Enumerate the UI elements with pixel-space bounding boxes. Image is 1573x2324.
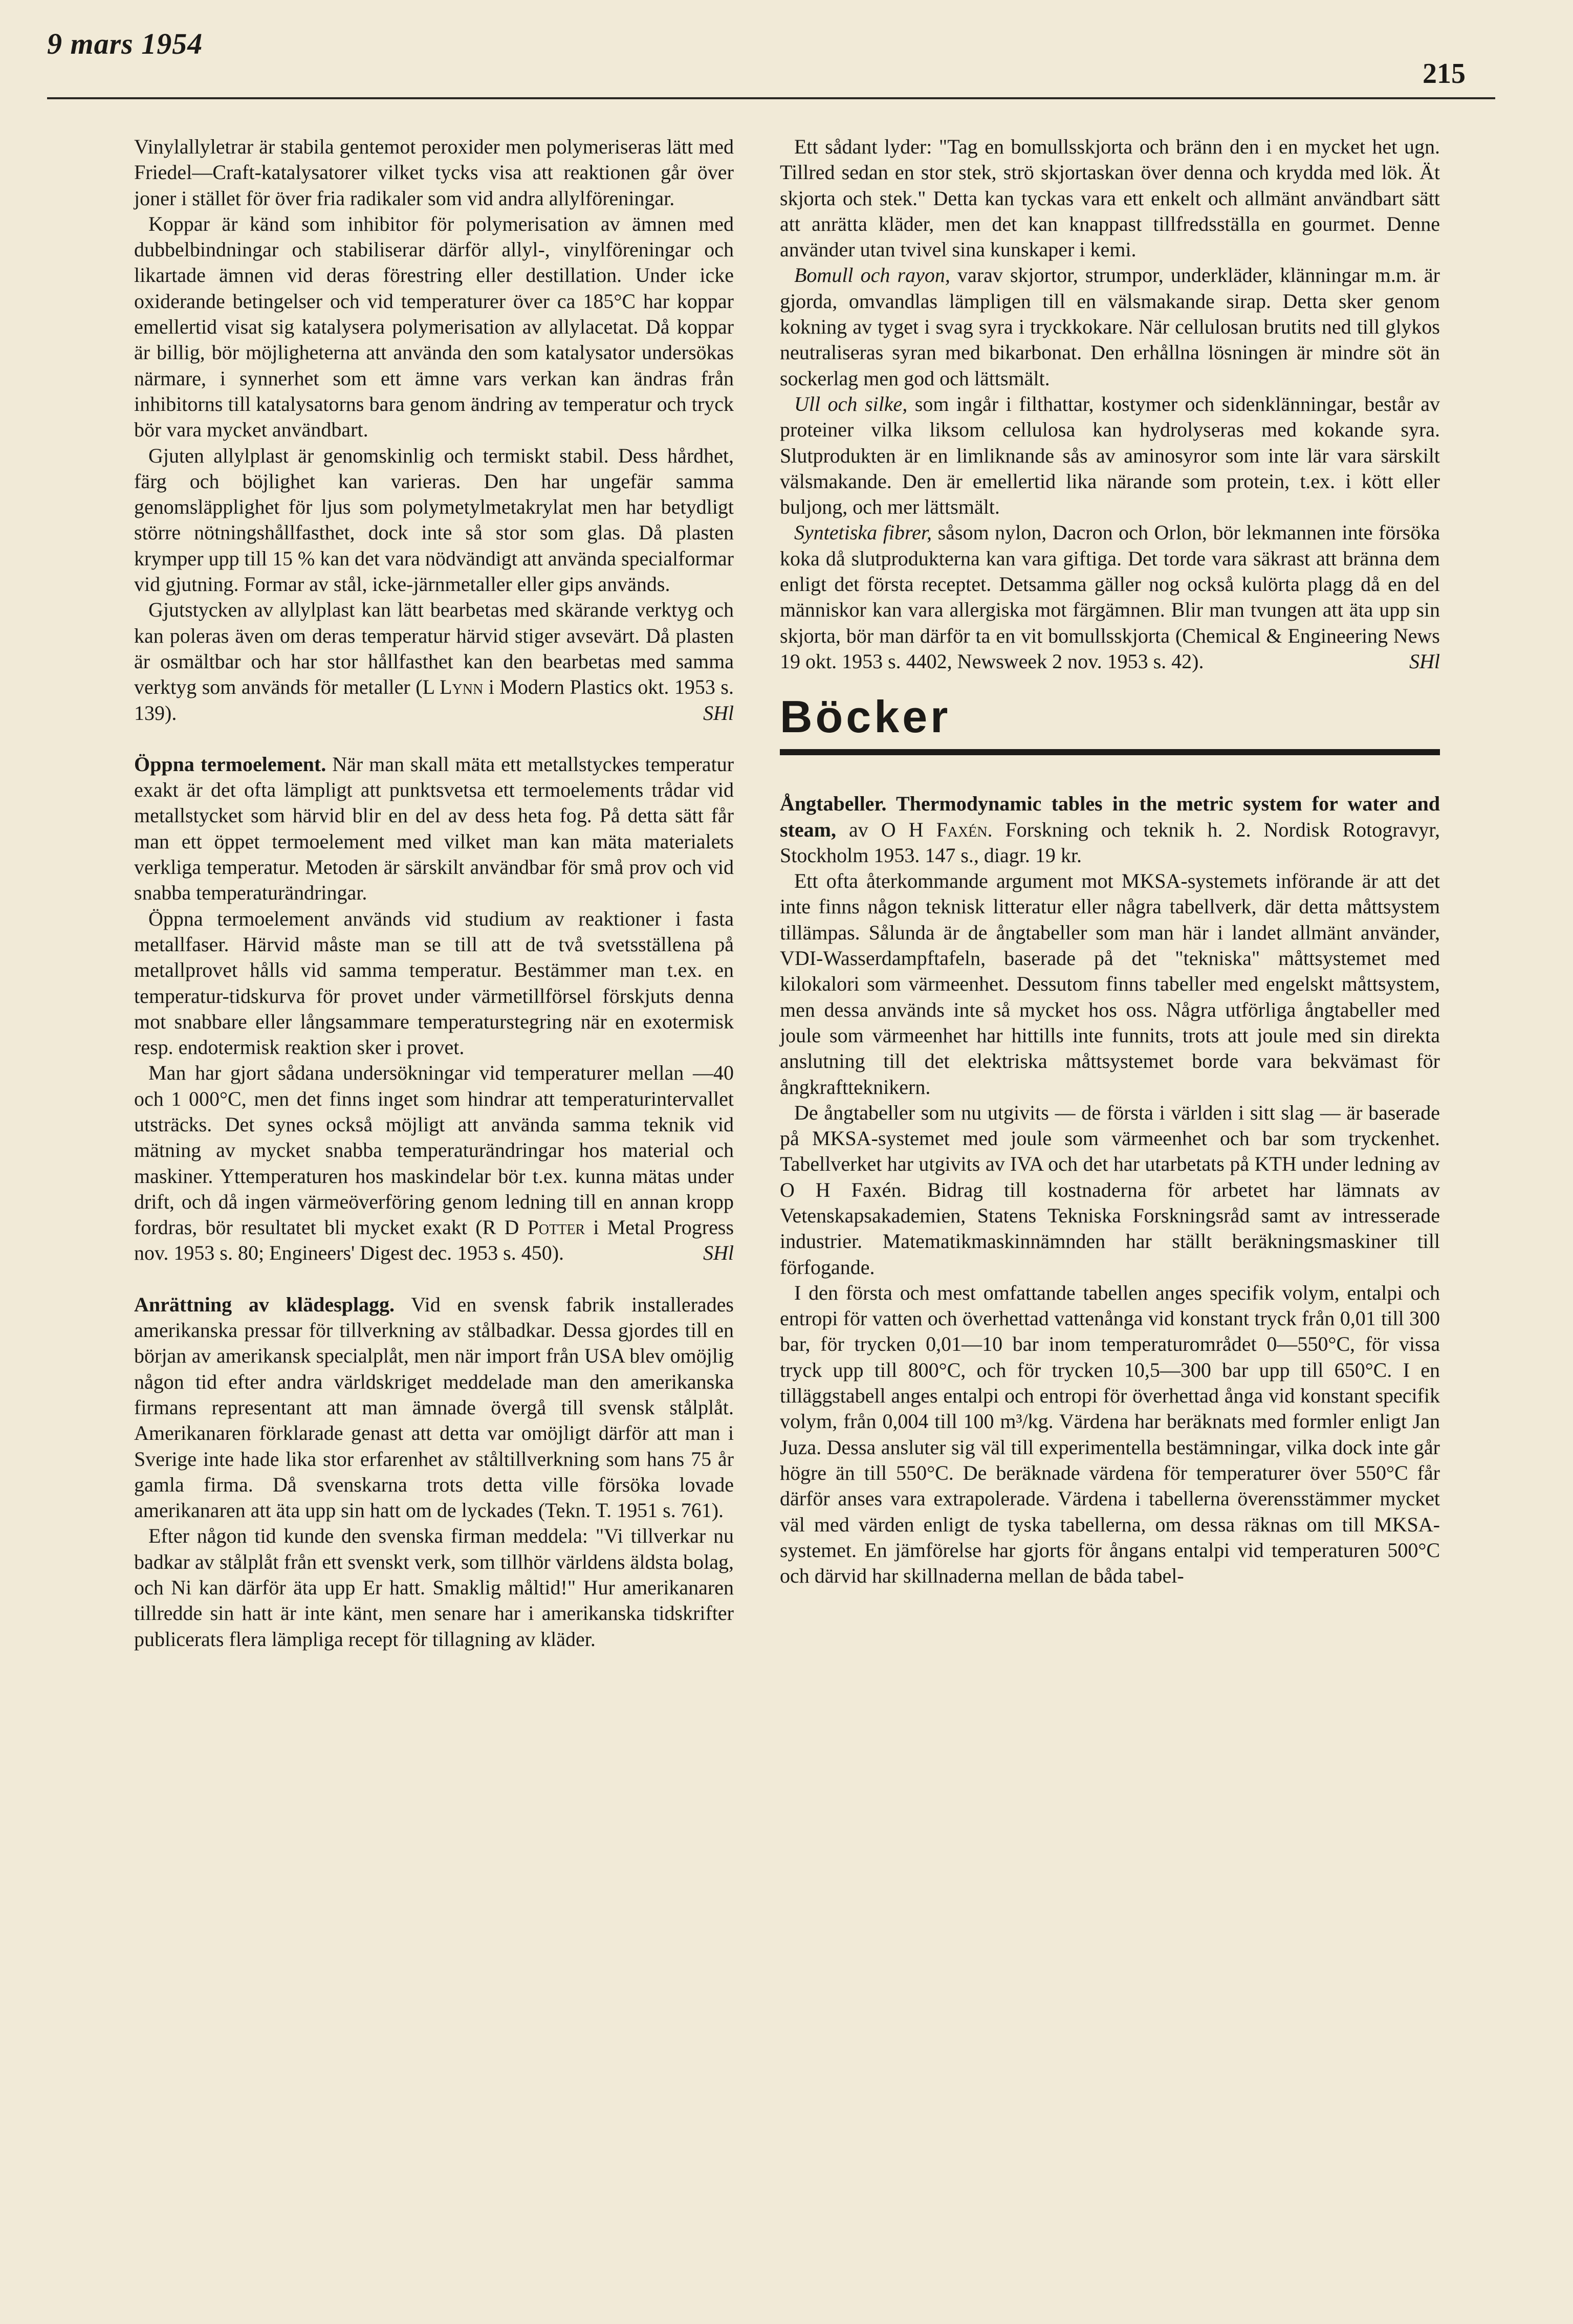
article-title-thermo: Öppna termoelement.: [134, 752, 326, 776]
right-column: [780, 134, 1440, 1589]
recipe-text-3: som ingår i filthattar, kostymer och sidenklänningar, består av proteiner vilka liksom cellulosa kan hydrolyseras med kokande syra. Slutprodukten är en limliknande sås av aminosyror som inte lär vara särskilt välsmakande. Den är emellertid lika närande som protein, t.ex. i kött eller buljong, och mer lättsmält.: [780, 392, 1440, 519]
recipe-paragraph-1: Ett sådant lyder: "Tag en bomullsskjorta och bränn den i en mycket het ugn. Tillred sedan en stor stek, strö skjortaskan över denna och krydda med lök. Ät skjorta och stek." Detta kan tyckas vara ett enkelt och allmänt användbart sätt att anrätta kläder, men det kan knappast tillfredsställa en gourmet. Denne använder utan tvivel sina kunskaper i kemi.: [780, 135, 1440, 261]
signature: SHl: [703, 1241, 734, 1265]
allyl-paragraph-2: Koppar är känd som inhibitor för polymerisation av ämnen med dubbelbindningar och stabiliserar därför allyl-, vinylföreningar och likartade ämnen vid deras förestring eller destillation. Under icke oxiderande betingelser och vid temperaturer över ca 185°C har koppar emellertid visat sig katalysera polymerisation av allylacetat. Då koppar är billig, bör möjligheterna att använda den som katalysator undersökas närmare, i synnerhet som ett ämne vars verkan kan ändras från inhibitorns till katalysatorns bara genom ändring av temperatur och tryck bör vara mycket användbart.: [134, 212, 734, 442]
lead-cotton-rayon: Bomull och rayon,: [794, 264, 950, 287]
thermo-text-3b: i Metal Progress nov. 1953 s. 80; Engineers' Digest dec. 1953 s. 450).: [134, 1216, 734, 1265]
header-rule: [47, 97, 1495, 99]
book-title: Ångtabeller. Thermodynamic tables in the metric system for water and steam,: [780, 792, 1440, 841]
thermo-paragraph-2: Öppna termoelement används vid studium av reaktioner i fasta metallfaser. Härvid måste man se till att de två svetsställena på metallprovet hålls vid samma temperatur. Bestämmer man t.ex. en temperatur-tidskurva för provet under värmetillförsel förskjuts denna mot snabbare eller långsammare temperaturstegring när en exotermisk resp. endotermisk reaktion sker i provet.: [134, 907, 734, 1059]
clothes-paragraph-2: Efter någon tid kunde den svenska firman meddela: "Vi tillverkar nu badkar av stålplåt från ett svenskt verk, som tillhör världens äldsta bolag, och Ni kan därför äta upp Er hatt. Smaklig måltid!" Hur amerikanaren tillredde sin hatt är inte känt, men senare har i amerikanska tidskrifter publicerats flera lämpliga recept för tillagning av kläder.: [134, 1524, 734, 1651]
review-paragraph-1: Ett ofta återkommande argument mot MKSA-systemets införande är att det inte finns någon teknisk litteratur eller några tabellverk, där detta måttsystem tillämpas. Sålunda är de ångtabeller som man här i landet allmänt använder, VDI-Wasserdampftafeln, baserade på det "tekniska" måttsystemet med kilokalori som värmeenhet. Dessutom finns tabeller med engelskt måttsystem, men dessa används inte så mycket hos oss. Några utförliga ångtabeller med joule som värmeenhet har hittills inte funnits, trots att joule med sin direkta anslutning till det elektriska måttsystemet borde vara bekvämast för ångkraftteknikern.: [780, 869, 1440, 1099]
allyl-text-a: Gjutstycken av allylplast kan lätt bearbetas med skärande verktyg och kan poleras även om deras temperatur härvid stiger avsevärt. Då plasten är osmältbar och har stor hållfasthet kan den bearbetas med samma verktyg som används för metaller (L: [134, 598, 734, 699]
allyl-paragraph-3: Gjuten allylplast är genomskinlig och termiskt stabil. Dess hårdhet, färg och böjlighet kan varieras. Den har ungefär samma genomsläpplighet för ljus som polymetylmetakrylat men har betydligt större nötningshållfasthet, dock inte så stor som glas. Då plasten krymper upp till 15 % kan det vara nödvändigt att använda specialformar vid gjutning. Formar av stål, icke-järnmetaller eller gips används.: [134, 444, 734, 596]
clothes-text-1: Vid en svensk fabrik installerades amerikanska pressar för tillverkning av stålbadkar. Dessa gjordes till en början av amerikansk specialplåt, men när import från USA blev omöjlig någon tid efter andra världskriget meddelade man den amerikanska firmans representant att man ämnade övergå till svensk stålplåt. Amerikanaren förklarade genast att detta var omöjligt därför att man i Sverige inte hade lika stor erfarenhet av ståltillverkning som hans 75 år gamla firma. Då svenskarna trots detta ville försöka lovade amerikanaren att äta upp sin hatt om de lyckades (Tekn. T. 1951 s. 761).: [134, 1292, 734, 1522]
recipe-text-4: såsom nylon, Dacron och Orlon, bör lekmannen inte försöka koka då slutprodukterna kan vara giftiga. Det torde vara säkrast att bränna dem enligt det första receptet. Detsamma gäller nog också kulörta plagg då en del människor kan vara allergiska mot färgämnen. Blir man tvungen att äta upp sin skjorta, bör man därför ta en vit bomullsskjorta (Chemical & Engineering News 19 okt. 1953 s. 4402, Newsweek 2 nov. 1953 s. 42).: [780, 521, 1440, 673]
review-paragraph-2: De ångtabeller som nu utgivits — de första i världen i sitt slag — är baserade på MKSA-systemet med joule som värmeenhet och bar som tryckenhet. Tabellverket har utgivits av IVA och det har utarbetats på KTH under ledning av O H Faxén. Bidrag till kostnaderna för arbetet har lämnats av Vetenskapsakademien, Statens Tekniska Forskningsråd samt av intresserade industrier. Matematikmaskinnämnden har ställt beräkningsmaskiner till förfogande.: [780, 1101, 1440, 1279]
book-by: av O H: [836, 818, 936, 841]
thermo-paragraph-1: [134, 752, 734, 906]
book-info: . Forskning och teknik h. 2. Nordisk Rotogravyr, Stockholm 1953. 147 s., diagr. 19 kr.: [780, 818, 1440, 867]
citation-author-potter: Potter: [527, 1216, 585, 1239]
signature: SHl: [1409, 649, 1440, 673]
lead-wool-silk: Ull och silke,: [794, 392, 908, 415]
book-entry: [780, 791, 1440, 868]
thermo-paragraph-3: [134, 1060, 734, 1266]
recipe-paragraph-4: [780, 520, 1440, 674]
spacer: [134, 1266, 734, 1292]
recipe-text-2: varav skjortor, strumpor, underkläder, klänningar m.m. är gjorda, omvandlas lämpligen till en välsmakande sirap. Detta sker genom kokning av tyget i svag syra i tryckkokare. När cellulosan brutits ned till glykos neutraliseras syran med bikarbonat. Den erhållna lösningen är mindre söt än sockerlag men god och lättsmält.: [780, 264, 1440, 390]
allyl-paragraph-4: [134, 597, 734, 726]
citation-author-lynn: Lynn: [440, 675, 484, 699]
article-title-clothes: Anrättning av klädesplagg.: [134, 1292, 395, 1316]
section-rule: [780, 749, 1440, 755]
spacer: [134, 726, 734, 752]
recipe-paragraph-2: [780, 262, 1440, 391]
allyl-paragraph-1: Vinylallyletrar är stabila gentemot peroxider men polymeriseras lätt med Friedel—Craft-katalysatorer vilket tycks visa att reaktionen går över joner i stället för över fria radikaler som vid andra allylföreningar.: [134, 135, 734, 210]
lead-synthetic: Syntetiska fibrer,: [794, 521, 932, 544]
recipe-paragraph-3: [780, 391, 1440, 520]
review-paragraph-3: I den första och mest omfattande tabellen anges specifik volym, entalpi och entropi för vatten och överhettad vattenånga vid konstant tryck från 0,01 till 300 bar, för trycken 0,01—10 bar inom temperaturområdet 0—550°C, för vissa tryck upp till 800°C, och för trycken 10,5—300 bar upp till 650°C. I en tilläggstabell anges entalpi och entropi för överhettad ånga vid konstant specifik volym, från 0,004 till 100 m³/kg. Värdena har beräknats med formler enligt Jan Juza. Dessa ansluter sig väl till experimentella bestämningar, vilka dock inte går högre än till 550°C. De beräknade värdena för temperaturer över 550°C får därför anses vara extrapolerade. Värdena i tabellerna överensstämmer mycket väl med värden enligt de tyska tabellerna, om dessa räknas om till MKSA- systemet. En jämförelse har gjorts för ångans entalpi vid temperaturen 500°C och därvid har skillnaderna mellan de båda tabel-: [780, 1281, 1440, 1588]
left-column: [134, 134, 734, 1652]
thermo-text-3a: Man har gjort sådana undersökningar vid temperaturer mellan —40 och 1 000°C, men det finns inget som hindrar att temperaturintervallet utsträcks. Det synes också möjligt att använda samma teknik vid mätning av mycket snabba temperaturändringar hos material och maskiner. Yttemperaturen hos maskindelar bör t.ex. kunna mätas under drift, och då ingen värmeöverföring genom ledning till en annan kropp fordras, bör resultatet bli mycket exakt (R D: [134, 1061, 734, 1239]
book-author: Faxén: [936, 818, 988, 841]
header-date: 9 mars 1954: [47, 27, 203, 60]
section-heading-books: Böcker: [780, 691, 951, 742]
allyl-text-b: i Modern Plastics okt. 1953 s. 139).: [134, 675, 734, 725]
clothes-paragraph-1: [134, 1292, 734, 1524]
thermo-text-1: När man skall mäta ett metallstyckes temperatur exakt är det ofta lämpligt att punktsvetsa ett termoelements trådar vid metallstycket som härvid blir en del av dess heta fog. På detta sätt får man ett öppet termoelement med vilket man kan mäta materialets verkliga temperatur. Metoden är särskilt användbar för små prov och vid snabba temperaturändringar.: [134, 752, 734, 905]
page-number: 215: [1423, 58, 1466, 90]
signature: SHl: [703, 701, 734, 725]
